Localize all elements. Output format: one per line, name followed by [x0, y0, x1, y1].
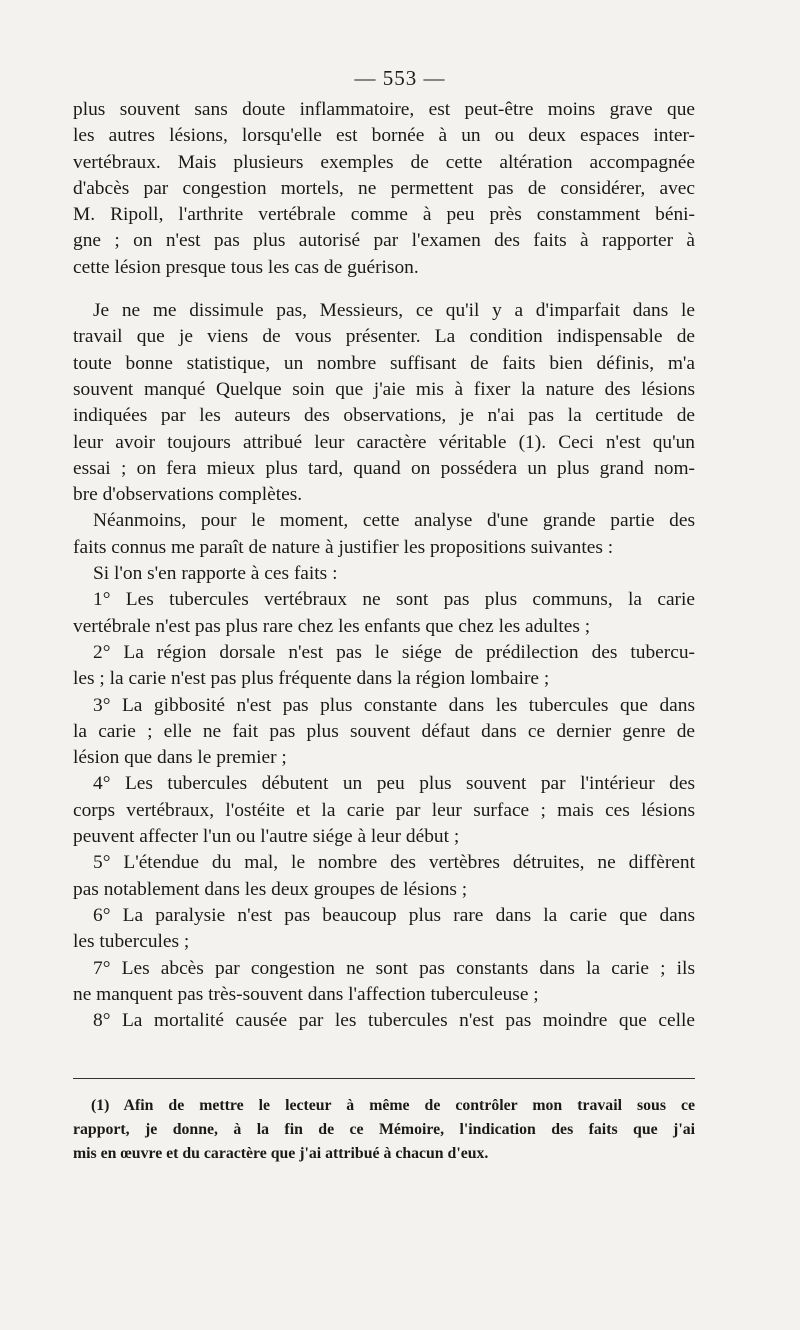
- body-text: [73, 97, 695, 1034]
- footnote: [73, 1094, 695, 1166]
- page-number: — 553 —: [354, 66, 446, 90]
- list-item: [73, 903, 695, 956]
- text-line: Néanmoins, pour le moment, cette analyse d'une grande partie des: [93, 510, 695, 532]
- paragraph-gap: [73, 281, 695, 298]
- text-line: bre d'observations complètes.: [73, 484, 303, 506]
- text-line: la carie ; elle ne fait pas plus souvent défaut dans ce dernier genre de: [73, 720, 695, 742]
- list-item: [73, 771, 695, 850]
- list-item: [73, 850, 695, 903]
- list-item: [73, 1008, 695, 1034]
- footnote-line: mis en œuvre et du caractère que j'ai attribué à chacun d'eux.: [73, 1145, 489, 1162]
- text-line: faits connus me paraît de nature à justifier les propositions suivantes :: [73, 536, 614, 558]
- text-line: d'abcès par congestion mortels, ne permettent pas de considérer, avec: [73, 177, 695, 199]
- text-line: corps vertébraux, l'ostéite et la carie par leur surface ; mais ces lésions: [73, 799, 695, 821]
- text-line: 7° Les abcès par congestion ne sont pas constants dans la carie ; ils: [93, 957, 695, 979]
- text-line: M. Ripoll, l'arthrite vertébrale comme à peu près constamment béni-: [73, 204, 695, 226]
- text-line: 2° La région dorsale n'est pas le siége de prédilection des tubercu-: [93, 641, 695, 663]
- text-line: leur avoir toujours attribué leur caractère véritable (1). Ceci n'est qu'un: [73, 431, 695, 453]
- paragraph: [73, 508, 695, 561]
- text-line: vertébrale n'est pas plus rare chez les enfants que chez les adultes ;: [73, 615, 591, 637]
- text-line: indiquées par les auteurs des observations, je n'ai pas la certitude de: [73, 405, 695, 427]
- text-line: 6° La paralysie n'est pas beaucoup plus rare dans la carie que dans: [93, 904, 695, 926]
- text-line: les ; la carie n'est pas plus fréquente dans la région lombaire ;: [73, 668, 550, 690]
- paragraph: [73, 97, 695, 281]
- paragraph: [73, 298, 695, 508]
- text-line: Je ne me dissimule pas, Messieurs, ce qu'il y a d'imparfait dans le: [93, 300, 695, 322]
- text-line: pas notablement dans les deux groupes de lésions ;: [73, 878, 468, 900]
- list-item: [73, 693, 695, 772]
- text-line: travail que je viens de vous présenter. La condition indispensable de: [73, 326, 695, 348]
- list-item: [73, 587, 695, 640]
- text-line: 1° Les tubercules vertébraux ne sont pas plus communs, la carie: [93, 589, 695, 611]
- text-line: les autres lésions, lorsqu'elle est bornée à un ou deux espaces inter-: [73, 125, 695, 147]
- text-line: ne manquent pas très-souvent dans l'affection tuberculeuse ;: [73, 983, 539, 1005]
- text-line: 3° La gibbosité n'est pas plus constante dans les tubercules que dans: [93, 694, 695, 716]
- text-line: 8° La mortalité causée par les tubercules n'est pas moindre que celle: [93, 1010, 695, 1032]
- text-line: peuvent affecter l'un ou l'autre siége à leur début ;: [73, 826, 460, 848]
- text-line: plus souvent sans doute inflammatoire, est peut-être moins grave que: [73, 99, 695, 120]
- text-line: souvent manqué Quelque soin que j'aie mis à fixer la nature des lésions: [73, 378, 695, 400]
- text-line: 5° L'étendue du mal, le nombre des vertèbres détruites, ne diffèrent: [93, 852, 695, 874]
- footnote-line: (1) Afin de mettre le lecteur à même de contrôler mon travail sous ce: [91, 1097, 695, 1114]
- text-line: Si l'on s'en rapporte à ces faits :: [93, 563, 338, 585]
- text-line: essai ; on fera mieux plus tard, quand on possédera un plus grand nom-: [73, 457, 695, 479]
- footnote-divider: [73, 1078, 695, 1079]
- text-line: 4° Les tubercules débutent un peu plus souvent par l'intérieur des: [93, 773, 695, 795]
- text-line: gne ; on n'est pas plus autorisé par l'examen des faits à rapporter à: [73, 230, 695, 252]
- text-line: toute bonne statistique, un nombre suffisant de faits bien définis, m'a: [73, 352, 695, 374]
- footnote-line: rapport, je donne, à la fin de ce Mémoire, l'indication des faits que j'ai: [73, 1121, 695, 1138]
- text-line: les tubercules ;: [73, 931, 190, 953]
- list-item: [73, 640, 695, 693]
- text-line: vertébraux. Mais plusieurs exemples de cette altération accompagnée: [73, 151, 695, 173]
- list-item: [73, 956, 695, 1009]
- text-line: cette lésion presque tous les cas de guérison.: [73, 256, 419, 278]
- text-line: lésion que dans le premier ;: [73, 747, 287, 769]
- paragraph: [73, 561, 695, 587]
